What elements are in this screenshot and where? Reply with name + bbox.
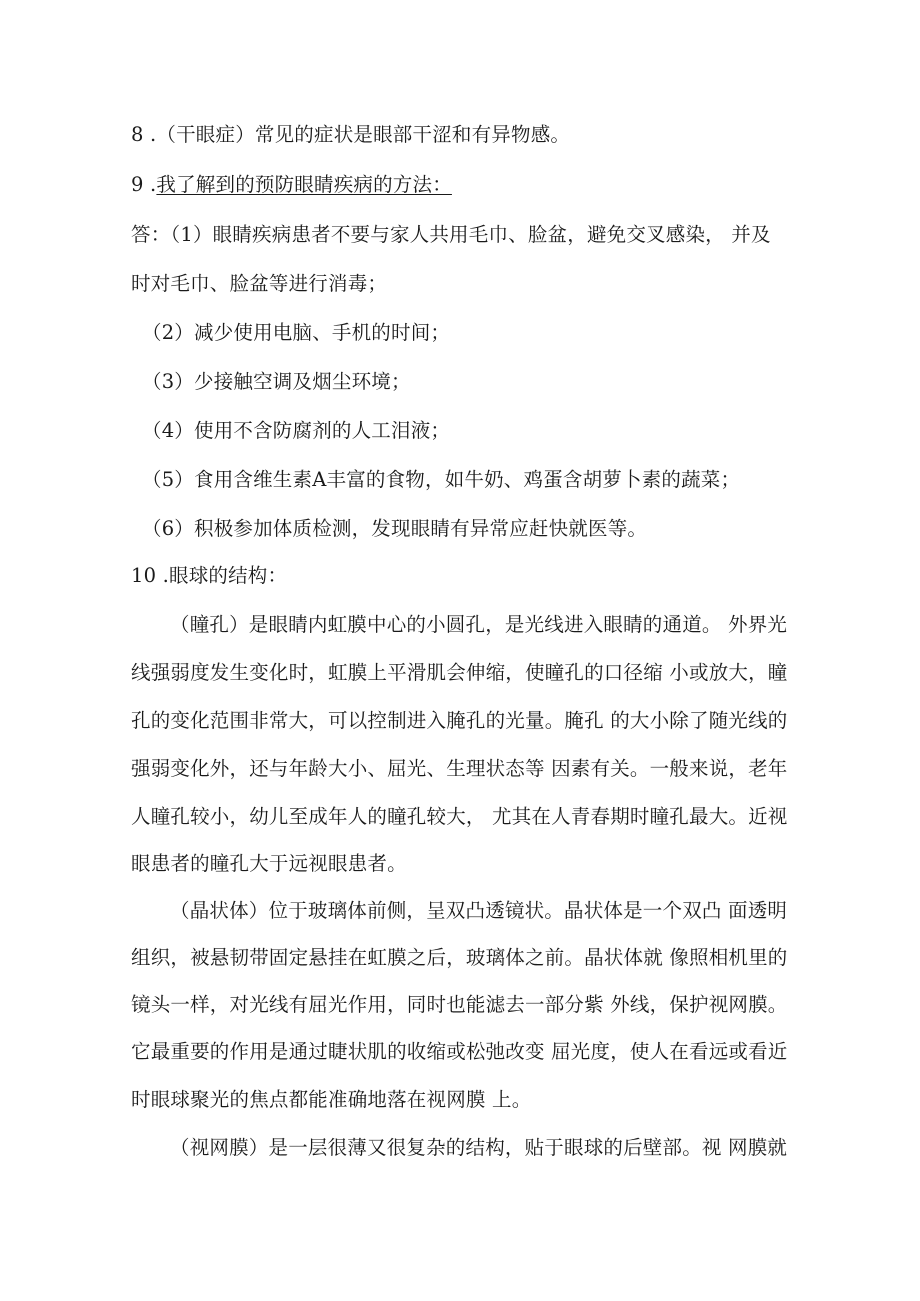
lens-line-2: 组织，被悬韧带固定悬挂在虹膜之后，玻璃体之前。晶状体就 像照相机里的: [131, 946, 788, 969]
item-10-heading: 10 .眼球的结构：: [131, 564, 288, 587]
answer-line-2: 时对毛巾、脸盆等进行消毒；: [131, 272, 388, 295]
lens-line-1: （晶状体）位于玻璃体前侧，呈双凸透镜状。晶状体是一个双凸 面透明: [170, 899, 788, 922]
answer-line-1: 答：（1）眼睛疾病患者不要与家人共用毛巾、脸盆，避免交叉感染， 并及: [131, 223, 771, 246]
pupil-line-1: （瞳孔）是眼睛内虹膜中心的小圆孔，是光线进入眼睛的通道。 外界光: [170, 613, 788, 636]
item-9-title: 我了解到的预防眼睛疾病的方法：: [156, 173, 452, 196]
retina-line-1: （视网膜）是一层很薄又很复杂的结构，贴于眼球的后壁部。视 网膜就: [170, 1136, 788, 1159]
item-9-heading: [131, 172, 452, 198]
prevention-point-6: （6）积极参加体质检测，发现眼睛有异常应赶快就医等。: [142, 517, 648, 540]
pupil-line-5: 人瞳孔较小，幼儿至成年人的瞳孔较大， 尤其在人青春期时瞳孔最大。近视: [131, 805, 788, 828]
item-8-dry-eye: 8 .（干眼症）常见的症状是眼部干涩和有异物感。: [131, 123, 571, 146]
lens-line-5: 时眼球聚光的焦点都能准确地落在视网膜 上。: [131, 1088, 532, 1111]
item-9-number: 9 .: [131, 173, 157, 196]
prevention-point-2: （2）减少使用电脑、手机的时间；: [142, 321, 451, 344]
pupil-line-3: 孔的变化范围非常大，可以控制进入腌孔的光量。腌孔 的大小除了随光线的: [131, 709, 788, 732]
prevention-point-4: （4）使用不含防腐剂的人工泪液；: [142, 419, 451, 442]
pupil-line-6: 眼患者的瞳孔大于远视眼患者。: [131, 852, 407, 875]
pupil-line-2: 线强弱度发生变化时，虹膜上平滑肌会伸缩，使瞳孔的口径缩 小或放大，瞳: [131, 661, 788, 684]
prevention-point-5: （5）食用含维生素A丰富的食物，如牛奶、鸡蛋含胡萝卜素的蔬菜；: [142, 468, 741, 491]
prevention-point-3: （3）少接触空调及烟尘环境；: [142, 370, 411, 393]
pupil-line-4: 强弱变化外，还与年龄大小、屈光、生理状态等 因素有关。一般来说，老年: [131, 757, 788, 780]
lens-line-4: 它最重要的作用是通过睫状肌的收缩或松弛改变 屈光度，使人在看远或看近: [131, 1040, 788, 1063]
lens-line-3: 镜头一样，对光线有屈光作用，同时也能滤去一部分紫 外线，保护视网膜。: [131, 993, 788, 1016]
